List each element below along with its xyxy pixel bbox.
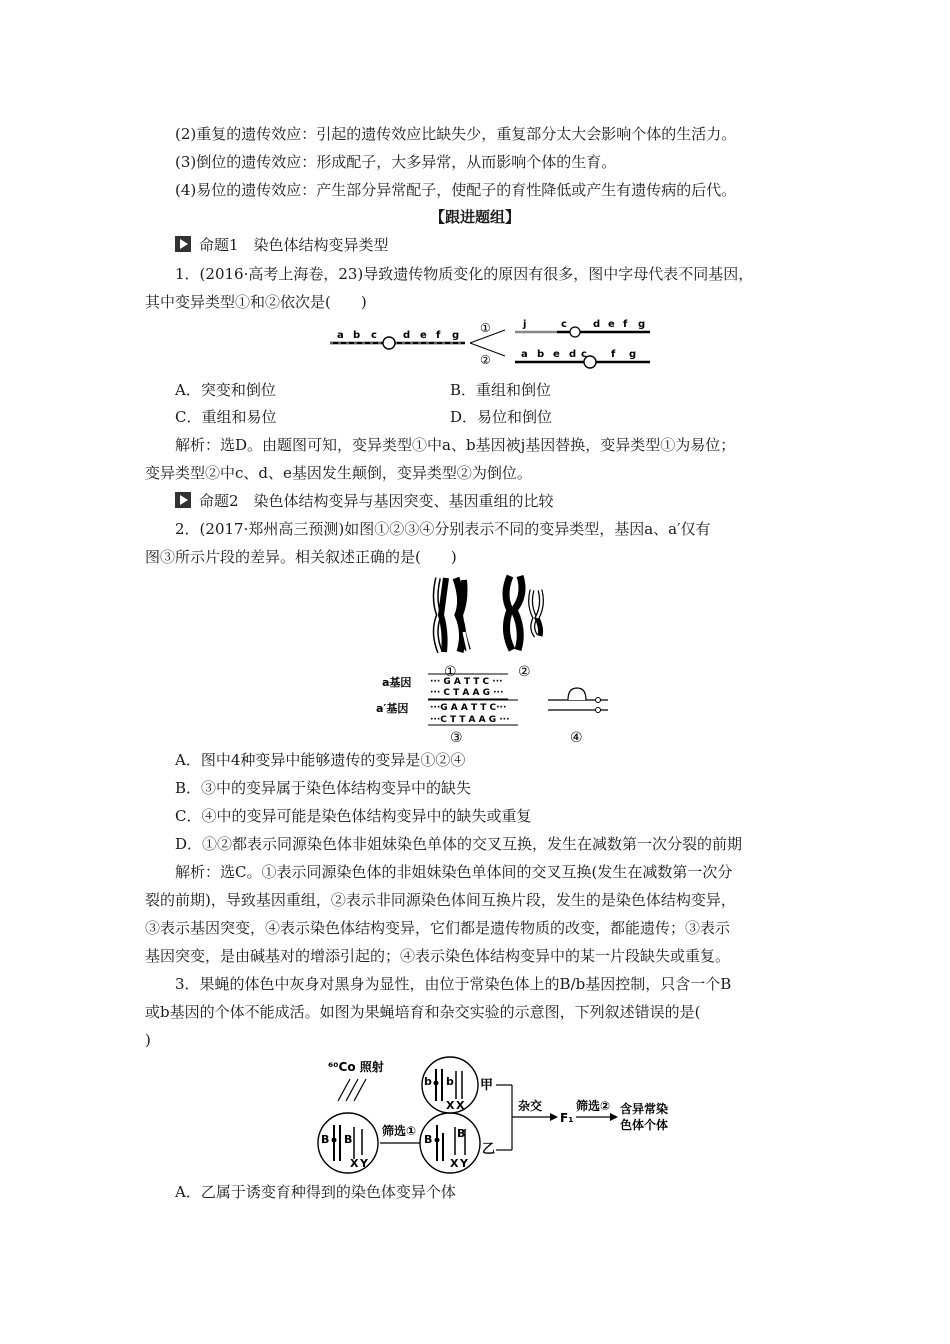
q2-analysis-line4: 基因突变，是由碱基对的增添引起的；④表示染色体结构变异中的某一片段缺失或重复。 xyxy=(145,947,731,965)
fig3-yi-label: 乙 xyxy=(482,1142,496,1157)
fig2-gene-a2-label: a′基因 xyxy=(376,702,409,715)
fig1-label-2: ② xyxy=(480,353,491,367)
q3-stem-line3: ) xyxy=(145,1031,151,1049)
fig2-label-3: ③ xyxy=(450,730,463,746)
text-line-2: (3)倒位的遗传效应：形成配子，大多异常，从而影响个体的生育。 xyxy=(175,153,617,171)
q2-analysis-line2: 裂的前期)，导致基因重组，②表示非同源染色体间互换片段，发生的是染色体结构变异， xyxy=(145,891,736,909)
q2-analysis-line3: ③表示基因突变，④表示染色体结构变异，它们都是遗传物质的改变，都能遗传；③表示 xyxy=(145,919,731,937)
q1-option-b[interactable]: B．重组和倒位 xyxy=(450,381,552,399)
fig3-f1-label: F₁ xyxy=(560,1111,574,1125)
fig3-cross-label: 杂交 xyxy=(518,1099,543,1113)
q1-option-d[interactable]: D．易位和倒位 xyxy=(450,408,553,426)
fig3-irradiation-label: ⁶⁰Co 照射 xyxy=(328,1060,384,1074)
q1-analysis-line1: 解析：选D。由题图可知，变异类型①中a、b基因被j基因替换，变异类型①为易位； xyxy=(175,436,736,454)
topic2-text: 命题2 染色体结构变异与基因突变、基因重组的比较 xyxy=(199,492,554,510)
svg-text:Y: Y xyxy=(460,1157,468,1170)
q1-option-a[interactable]: A．突变和倒位 xyxy=(175,381,276,399)
gene-label-v1_genes-5: g xyxy=(638,319,646,330)
gene-label-orig_genes-5: f xyxy=(436,330,441,341)
q2-option-b[interactable]: B．③中的变异属于染色体结构变异中的缺失 xyxy=(175,779,472,797)
gene-label-v2_genes-4: c xyxy=(581,349,587,360)
fig2-loop-diagram xyxy=(548,688,608,713)
svg-text:X: X xyxy=(446,1099,455,1112)
text-line-1: (2)重复的遗传效应：引起的遗传效应比缺失少，重复部分太大会影响个体的生活力。 xyxy=(175,125,737,143)
fig2-label-1: ① xyxy=(444,664,457,680)
fig3-screen1-label: 筛选① xyxy=(382,1124,417,1138)
svg-text:X: X xyxy=(350,1157,359,1170)
q2-option-c[interactable]: C．④中的变异可能是染色体结构变异中的缺失或重复 xyxy=(175,807,532,825)
fig2-label-4: ④ xyxy=(570,730,583,746)
svg-text:b: b xyxy=(424,1075,432,1088)
svg-text:b: b xyxy=(446,1075,454,1088)
figure-3-fruitfly-experiment xyxy=(310,1055,710,1180)
q2-stem-line1: 2．(2017·郑州高三预测)如图①②③④分别表示不同的变异类型，基因a、a′仅有 xyxy=(175,520,711,538)
gene-label-v1_genes-0: j xyxy=(523,319,527,330)
gene-label-v2_genes-5: f xyxy=(611,349,616,360)
q3-option-a[interactable]: A．乙属于诱变育种得到的染色体变异个体 xyxy=(175,1183,456,1201)
fig1-label-1: ① xyxy=(480,321,491,335)
gene-label-v1_genes-2: d xyxy=(593,319,601,330)
gene-label-orig_genes-0: a xyxy=(337,330,344,341)
fig2-gene-a-label: a基因 xyxy=(382,676,412,689)
text-line-3: (4)易位的遗传效应：产生部分异常配子，使配子的育性降低或产生有遗传病的后代。 xyxy=(175,181,737,199)
svg-text:B: B xyxy=(344,1133,353,1146)
q3-stem-line1: 3．果蝇的体色中灰身对黑身为显性，由位于常染色体上的B/b基因控制，只含一个B xyxy=(175,975,732,993)
fig3-jia-label: 甲 xyxy=(480,1078,494,1093)
q1-stem-line2: 其中变异类型①和②依次是( ) xyxy=(145,293,367,311)
figure-2-variation-types xyxy=(370,570,620,750)
q2-option-a[interactable]: A．图中4种变异中能够遗传的变异是①②④ xyxy=(175,751,466,769)
q1-stem-line1: 1．(2016·高考上海卷，23)导致遗传物质变化的原因有很多，图中字母代表不同基因， xyxy=(175,265,754,283)
gene-label-v1_genes-4: f xyxy=(623,319,628,330)
gene-label-v2_genes-3: d xyxy=(569,349,577,360)
topic1-text: 命题1 染色体结构变异类型 xyxy=(199,236,389,254)
gene-label-orig_genes-4: e xyxy=(420,330,427,341)
play-triangle-icon xyxy=(175,236,191,252)
q1-analysis-line2: 变异类型②中c、d、e基因发生颠倒，变异类型②为倒位。 xyxy=(145,464,532,482)
gene-label-v2_genes-1: b xyxy=(537,349,545,360)
q2-option-d[interactable]: D．①②都表示同源染色体非姐妹染色单体的交叉互换，发生在减数第一次分裂的前期 xyxy=(175,835,743,853)
fig2-seq-a-top: ··· G A T T C ··· xyxy=(430,677,503,687)
topic1-heading xyxy=(175,235,389,255)
fig3-result-line1: 含异常染 xyxy=(620,1102,669,1116)
gene-label-v2_genes-2: e xyxy=(553,349,560,360)
svg-text:B: B xyxy=(321,1133,330,1146)
svg-text:Y: Y xyxy=(360,1157,368,1170)
fig2-chromosome-pair-2 xyxy=(506,576,541,650)
fig2-chromosome-pair-1 xyxy=(436,578,468,652)
fig2-seq-a2-top: ···G A A T T C··· xyxy=(430,703,507,713)
svg-text:X: X xyxy=(456,1099,465,1112)
group-title: 【跟进题组】 xyxy=(429,208,520,226)
q2-analysis-line1: 解析：选C。①表示同源染色体的非姐妹染色单体间的交叉互换(发生在减数第一次分 xyxy=(175,863,733,881)
fig3-screen2-label: 筛选② xyxy=(576,1099,611,1113)
gene-label-orig_genes-6: g xyxy=(452,330,460,341)
fig3-result-line2: 色体个体 xyxy=(620,1118,669,1132)
q1-option-c[interactable]: C．重组和易位 xyxy=(175,408,277,426)
svg-text:X: X xyxy=(450,1157,459,1170)
play-triangle-icon xyxy=(175,492,191,508)
gene-label-orig_genes-2: c xyxy=(371,330,377,341)
gene-label-orig_genes-3: d xyxy=(403,330,411,341)
figure-1-gene-diagram xyxy=(325,318,665,374)
svg-text:B: B xyxy=(424,1133,433,1146)
fig2-seq-a-bot: ··· C T A A G ··· xyxy=(430,688,504,698)
gene-label-v2_genes-6: g xyxy=(629,349,637,360)
topic2-heading xyxy=(175,491,554,511)
fig2-label-2: ② xyxy=(518,664,531,680)
gene-label-v2_genes-0: a xyxy=(521,349,528,360)
fig2-seq-a2-bot: ···C T T A A G ··· xyxy=(430,715,510,725)
gene-label-orig_genes-1: b xyxy=(353,330,361,341)
gene-label-v1_genes-3: e xyxy=(608,319,615,330)
q3-stem-line2: 或b基因的个体不能成活。如图为果蝇培育和杂交实验的示意图，下列叙述错误的是( xyxy=(145,1003,731,1021)
gene-label-v1_genes-1: c xyxy=(561,319,567,330)
svg-text:B: B xyxy=(457,1127,466,1140)
q2-stem-line2: 图③所示片段的差异。相关叙述正确的是( ) xyxy=(145,548,457,566)
